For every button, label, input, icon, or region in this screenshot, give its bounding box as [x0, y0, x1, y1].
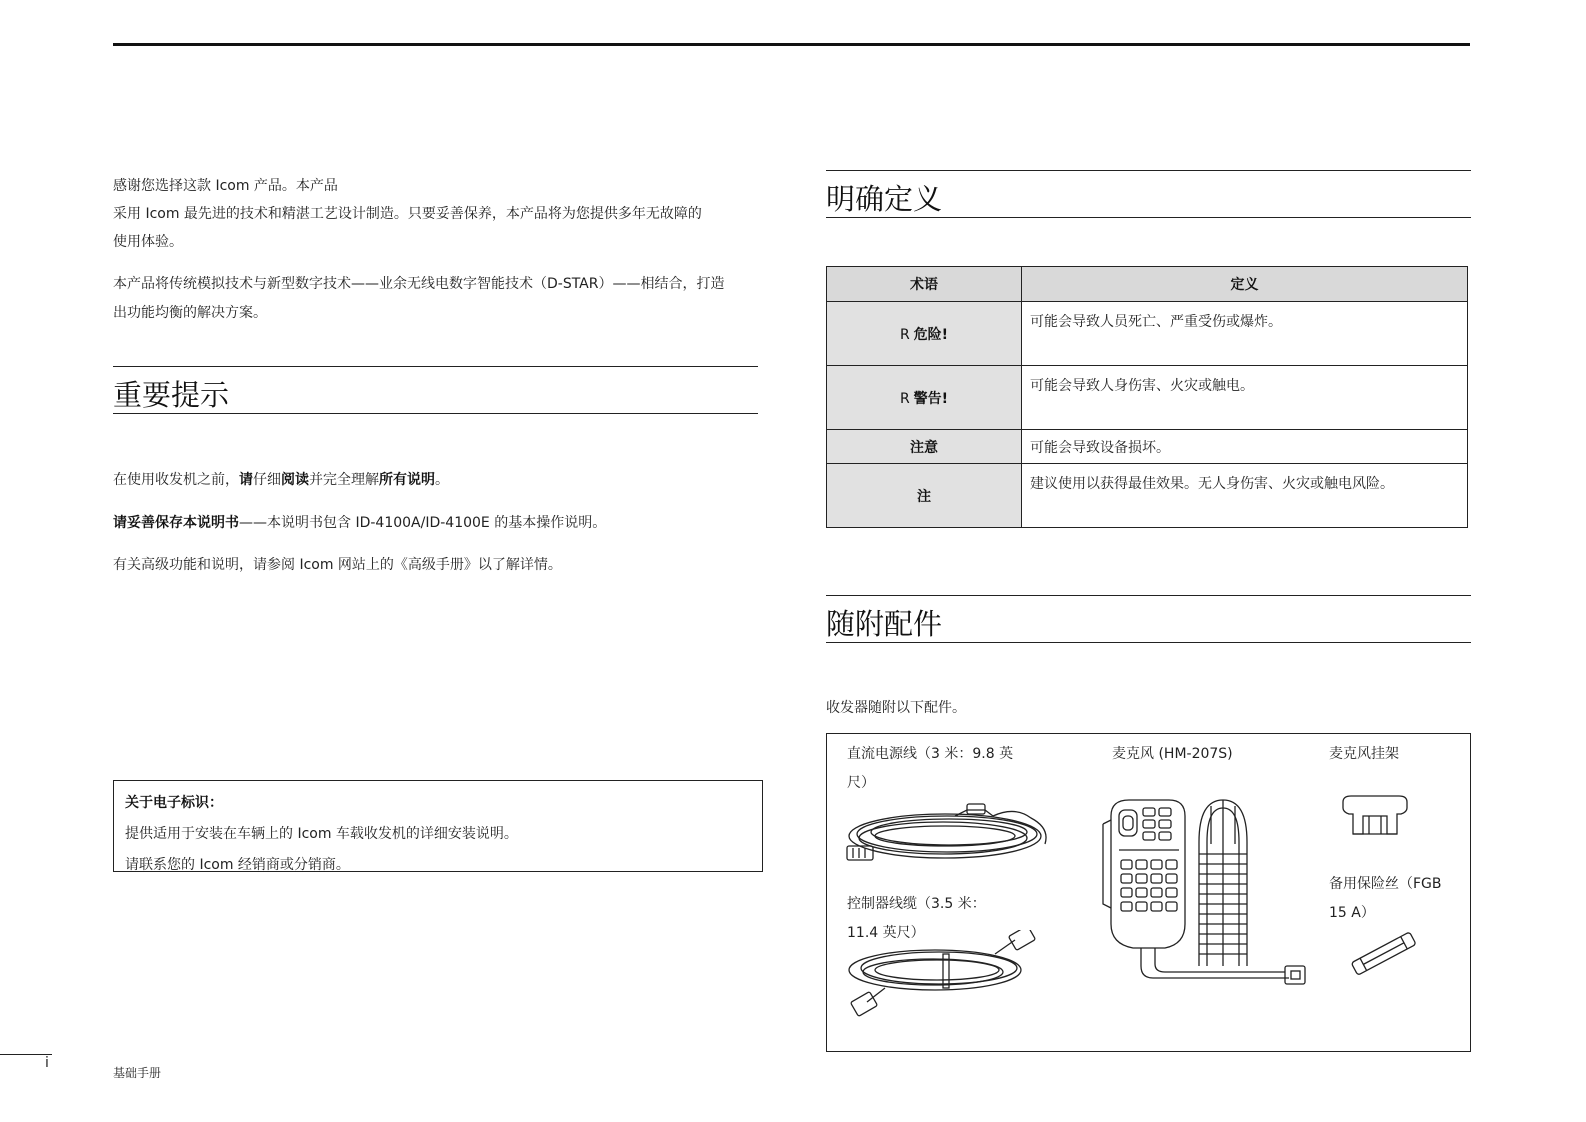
table-row [827, 302, 1468, 366]
header-term: 术语 [827, 267, 1022, 302]
definition-note: 建议使用以获得最佳效果。无人身伤害、火灾或触电风险。 [1022, 464, 1468, 528]
intro-line: 感谢您选择这款 Icom 产品。本产品 [113, 178, 338, 194]
elabel-line: 请联系您的 Icom 经销商或分销商。 [125, 857, 350, 873]
elabel-title: 关于电子标识： [125, 795, 223, 811]
term-note: 注 [827, 464, 1022, 528]
elabel-box [113, 780, 763, 872]
table-header-row [827, 267, 1468, 302]
important-note-read: 在使用收发机之前，请仔细阅读并完全理解所有说明。 [113, 472, 449, 488]
spare-fuse-icon [1347, 930, 1423, 978]
table-row [827, 464, 1468, 528]
definition-caution: 可能会导致设备损坏。 [1022, 430, 1468, 464]
definition-danger: 可能会导致人员死亡、严重受伤或爆炸。 [1022, 302, 1468, 366]
definitions-table [826, 266, 1468, 528]
section-title-accessories: 随附配件 [826, 595, 1471, 643]
important-note-advanced: 有关高级功能和说明，请参阅 Icom 网站上的《高级手册》以了解详情。 [113, 557, 562, 573]
section-title-definitions: 明确定义 [826, 170, 1471, 218]
intro-line: 使用体验。 [113, 234, 183, 250]
label-dc-cable: 直流电源线（3 米：9.8 英 尺） [847, 746, 1014, 791]
page-number: i [45, 1055, 49, 1071]
manual-name: 基础手册 [113, 1066, 162, 1080]
table-row [827, 430, 1468, 464]
top-rule [113, 43, 1470, 46]
accessories-box [826, 733, 1471, 1052]
mic-hanger-icon [1339, 794, 1411, 842]
intro-paragraph-1 [113, 172, 763, 256]
label-controller-cable: 控制器线缆（3.5 米： 11.4 英尺） [847, 896, 986, 941]
intro-paragraph-2 [113, 270, 763, 328]
dc-power-cable-icon [845, 798, 1060, 870]
term-caution: 注意 [827, 430, 1022, 464]
accessories-intro: 收发器随附以下配件。 [826, 700, 966, 716]
section-title-important: 重要提示 [113, 366, 758, 414]
microphone-icon [1089, 794, 1307, 1034]
label-spare-fuse: 备用保险丝（FGB 15 A） [1329, 876, 1442, 921]
intro-line: 采用 Icom 最先进的技术和精湛工艺设计制造。只要妥善保养，本产品将为您提供多年无故障的 [113, 206, 702, 222]
label-mic-hanger: 麦克风挂架 [1329, 746, 1399, 762]
important-note-keep-manual: 请妥善保存本说明书——本说明书包含 ID-4100A/ID-4100E 的基本操作说明。 [113, 515, 607, 531]
intro-line: 本产品将传统模拟技术与新型数字技术——业余无线电数字智能技术（D-STAR）——相结合，打造 [113, 276, 725, 292]
table-row [827, 366, 1468, 430]
intro-line: 出功能均衡的解决方案。 [113, 305, 267, 321]
term-danger: R 危险! [827, 302, 1022, 366]
header-definition: 定义 [1022, 267, 1468, 302]
definition-warning: 可能会导致人身伤害、火灾或触电。 [1022, 366, 1468, 430]
elabel-line: 提供适用于安装在车辆上的 Icom 车载收发机的详细安装说明。 [125, 826, 518, 842]
term-warning: R 警告! [827, 366, 1022, 430]
label-microphone: 麦克风 (HM-207S) [1112, 746, 1233, 762]
controller-cable-icon [845, 930, 1045, 1018]
